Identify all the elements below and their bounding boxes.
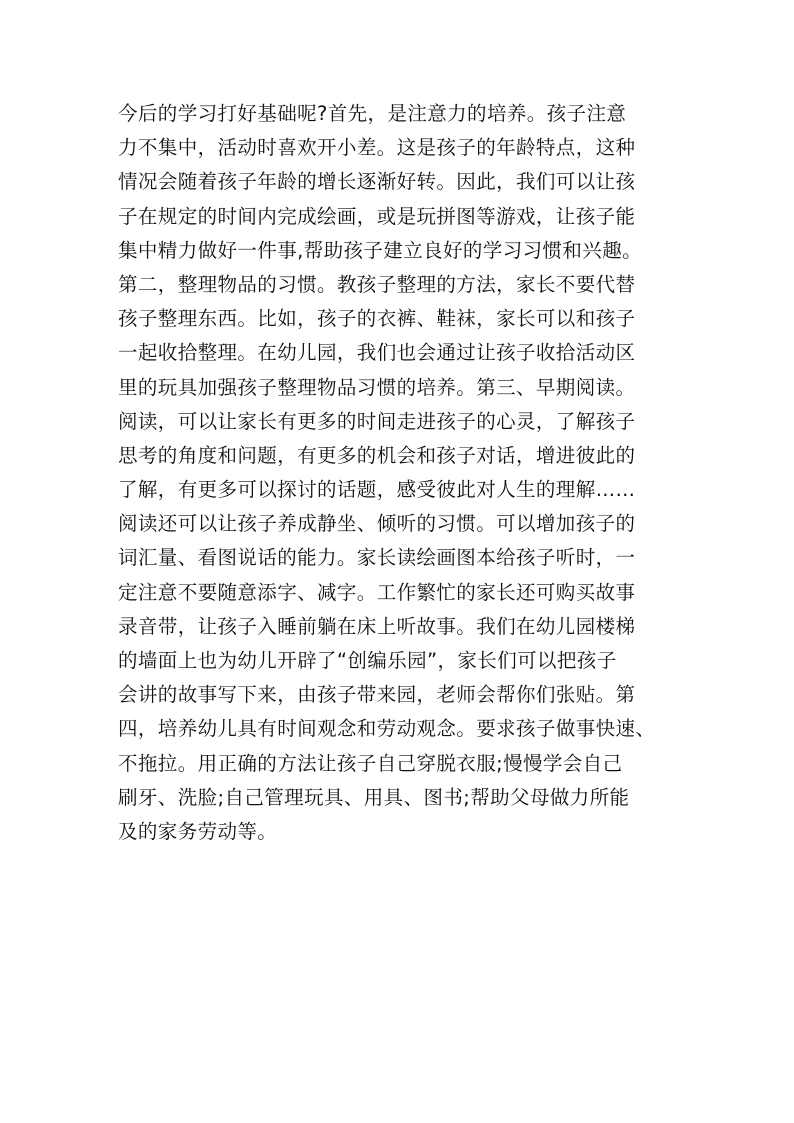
text-line: 里的玩具加强孩子整理物品习惯的培养。第三、早期阅读。: [118, 375, 636, 399]
text-line: 定注意不要随意添字、减字。工作繁忙的家长还可购买故事: [118, 580, 636, 604]
text-line: 力不集中，活动时喜欢开小差。这是孩子的年龄特点，这种: [118, 136, 636, 160]
text-line: 刷牙、洗脸;自己管理玩具、用具、图书;帮助父母做力所能: [118, 785, 630, 809]
text-line: 了解，有更多可以探讨的话题，感受彼此对人生的理解……: [118, 478, 636, 502]
text-line: 阅读，可以让家长有更多的时间走进孩子的心灵，了解孩子: [118, 409, 636, 433]
text-line: 的墙面上也为幼儿开辟了“创编乐园”，家长们可以把孩子: [118, 649, 617, 672]
text-line: 今后的学习打好基础呢?首先，是注意力的培养。孩子注意: [118, 102, 627, 125]
text-line: 孩子整理东西。比如，孩子的衣裤、鞋袜，家长可以和孩子: [118, 307, 636, 331]
text-line: 四，培养幼儿具有时间观念和劳动观念。要求孩子做事快速、: [118, 717, 656, 741]
text-line: 一起收拾整理。在幼儿园，我们也会通过让孩子收拾活动区: [118, 341, 636, 365]
text-line: 集中精力做好一件事,帮助孩子建立良好的学习习惯和兴趣。: [118, 238, 642, 262]
text-line: 录音带，让孩子入睡前躺在床上听故事。我们在幼儿园楼梯: [118, 614, 636, 638]
text-line: 第二，整理物品的习惯。教孩子整理的方法，家长不要代替: [118, 272, 636, 296]
text-line: 思考的角度和问题，有更多的机会和孩子对话，增进彼此的: [118, 443, 636, 467]
text-line: 子在规定的时间内完成绘画，或是玩拼图等游戏，让孩子能: [118, 204, 636, 228]
text-line: 会讲的故事写下来，由孩子带来园，老师会帮你们张贴。第: [118, 683, 636, 707]
text-line: 情况会随着孩子年龄的增长逐渐好转。因此，我们可以让孩: [118, 170, 636, 194]
text-line: 不拖拉。用正确的方法让孩子自己穿脱衣服;慢慢学会自己: [118, 751, 623, 775]
body-paragraph: [118, 97, 698, 849]
text-line: 阅读还可以让孩子养成静坐、倾听的习惯。可以增加孩子的: [118, 512, 636, 536]
text-line: 词汇量、看图说话的能力。家长读绘画图本给孩子听时，一: [118, 546, 636, 570]
text-line: 及的家务劳动等。: [118, 819, 278, 843]
